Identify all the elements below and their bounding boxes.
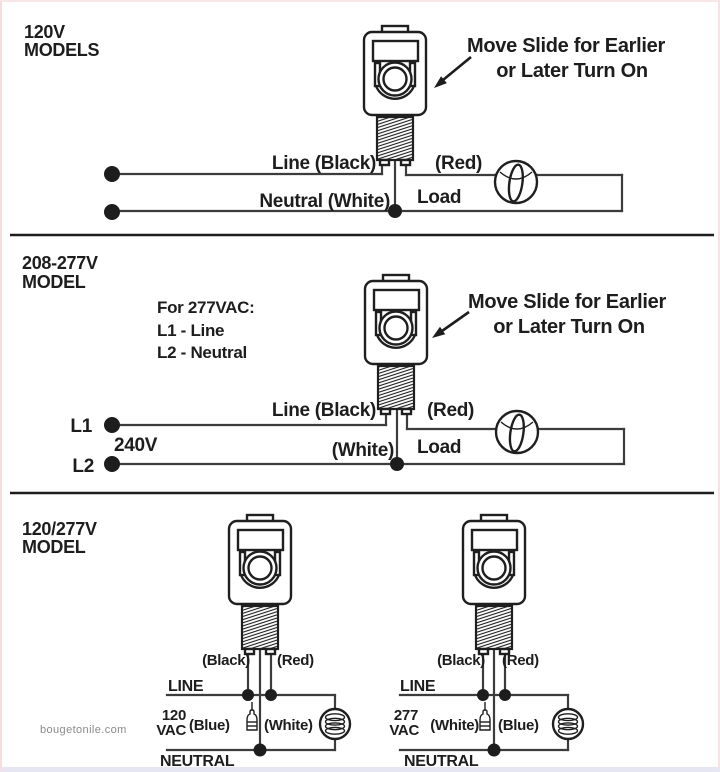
s3-left-diagram [156, 515, 350, 770]
load-lamp-icon [320, 709, 350, 739]
wiring-diagram-canvas [2, 2, 720, 772]
s1-neutral-label: Neutral (White) [259, 191, 390, 212]
s3-right-diagram [389, 515, 583, 770]
s3-left-neutral-label: NEUTRAL [160, 753, 235, 770]
s3-left-black-label: (Black) [202, 652, 250, 669]
s3-right-white-label: (White) [430, 717, 479, 734]
wire-nut-icon [247, 710, 257, 730]
s2-note-line2: or Later Turn On [493, 316, 645, 338]
section1-title-line1: 120V [24, 22, 65, 42]
section-120-277v-model [22, 515, 583, 770]
terminal-dot [104, 417, 120, 433]
s3-right-black-label: (Black) [437, 652, 485, 669]
load-lamp-icon [495, 161, 537, 203]
section-120v-models [24, 22, 665, 220]
s3-left-white-label: (White) [264, 717, 313, 734]
photocell-switch-icon [365, 275, 427, 414]
s3-left-line-label: LINE [168, 678, 204, 695]
s3-right-neutral-label: NEUTRAL [404, 753, 479, 770]
s2-instruction-3: L2 - Neutral [157, 343, 247, 362]
s2-instruction-2: L1 - Line [157, 321, 225, 340]
junction-dot [477, 689, 489, 701]
s1-note-line1: Move Slide for Earlier [467, 35, 665, 57]
section2-title-line1: 208-277V [22, 253, 98, 273]
junction-dot [265, 689, 277, 701]
junction-dot [499, 689, 511, 701]
s1-red-label: (Red) [435, 153, 483, 174]
terminal-dot [104, 456, 120, 472]
wire-nut-icon [480, 710, 490, 730]
s3-right-blue-label: (Blue) [498, 717, 539, 734]
arrow-head-icon [432, 327, 445, 338]
s1-note-line2: or Later Turn On [496, 60, 648, 82]
junction-dot [388, 204, 402, 218]
s2-line-label: Line (Black) [271, 400, 376, 421]
s2-load-label: Load [417, 437, 462, 458]
s3-left-red-label: (Red) [277, 652, 314, 669]
s3-right-voltage-bottom: VAC [389, 722, 419, 739]
s2-red-label: (Red) [427, 400, 475, 421]
s2-l1-label: L1 [70, 416, 92, 437]
s3-left-blue-label: (Blue) [189, 717, 230, 734]
terminal-dot [104, 204, 120, 220]
s2-arrow [432, 312, 469, 338]
section-208-277v-model [22, 253, 666, 477]
s3-left-voltage-top: 120 [161, 707, 186, 724]
s2-instruction-1: For 277VAC: [157, 298, 255, 317]
load-lamp-icon [496, 411, 538, 453]
terminal-dot [104, 166, 120, 182]
junction-dot [488, 744, 501, 757]
s2-note-line1: Move Slide for Earlier [468, 291, 666, 313]
s3-right-red-label: (Red) [502, 652, 539, 669]
load-lamp-icon [553, 709, 583, 739]
section1-title-line2: MODELS [24, 40, 100, 60]
photocell-switch-icon [229, 515, 291, 654]
s3-right-line-label: LINE [400, 678, 436, 695]
s2-voltage-label: 240V [114, 435, 158, 456]
s1-load-label: Load [417, 187, 462, 208]
section2-title-line2: MODEL [22, 272, 86, 292]
arrow-line [443, 57, 471, 80]
photocell-switch-icon [364, 26, 426, 165]
s2-white-label: (White) [331, 440, 394, 461]
photocell-switch-icon [463, 515, 525, 654]
s1-arrow [434, 57, 471, 88]
watermark-text: bougetonile.com [40, 724, 127, 736]
s1-line-label: Line (Black) [271, 153, 376, 174]
s3-right-voltage-top: 277 [393, 707, 418, 724]
arrow-line [442, 312, 469, 331]
s3-left-voltage-bottom: VAC [156, 722, 186, 739]
junction-dot [254, 744, 267, 757]
section3-title-line2: MODEL [22, 537, 86, 557]
junction-dot [242, 689, 254, 701]
s2-l2-label: L2 [72, 456, 94, 477]
section3-title-line1: 120/277V [22, 519, 97, 539]
